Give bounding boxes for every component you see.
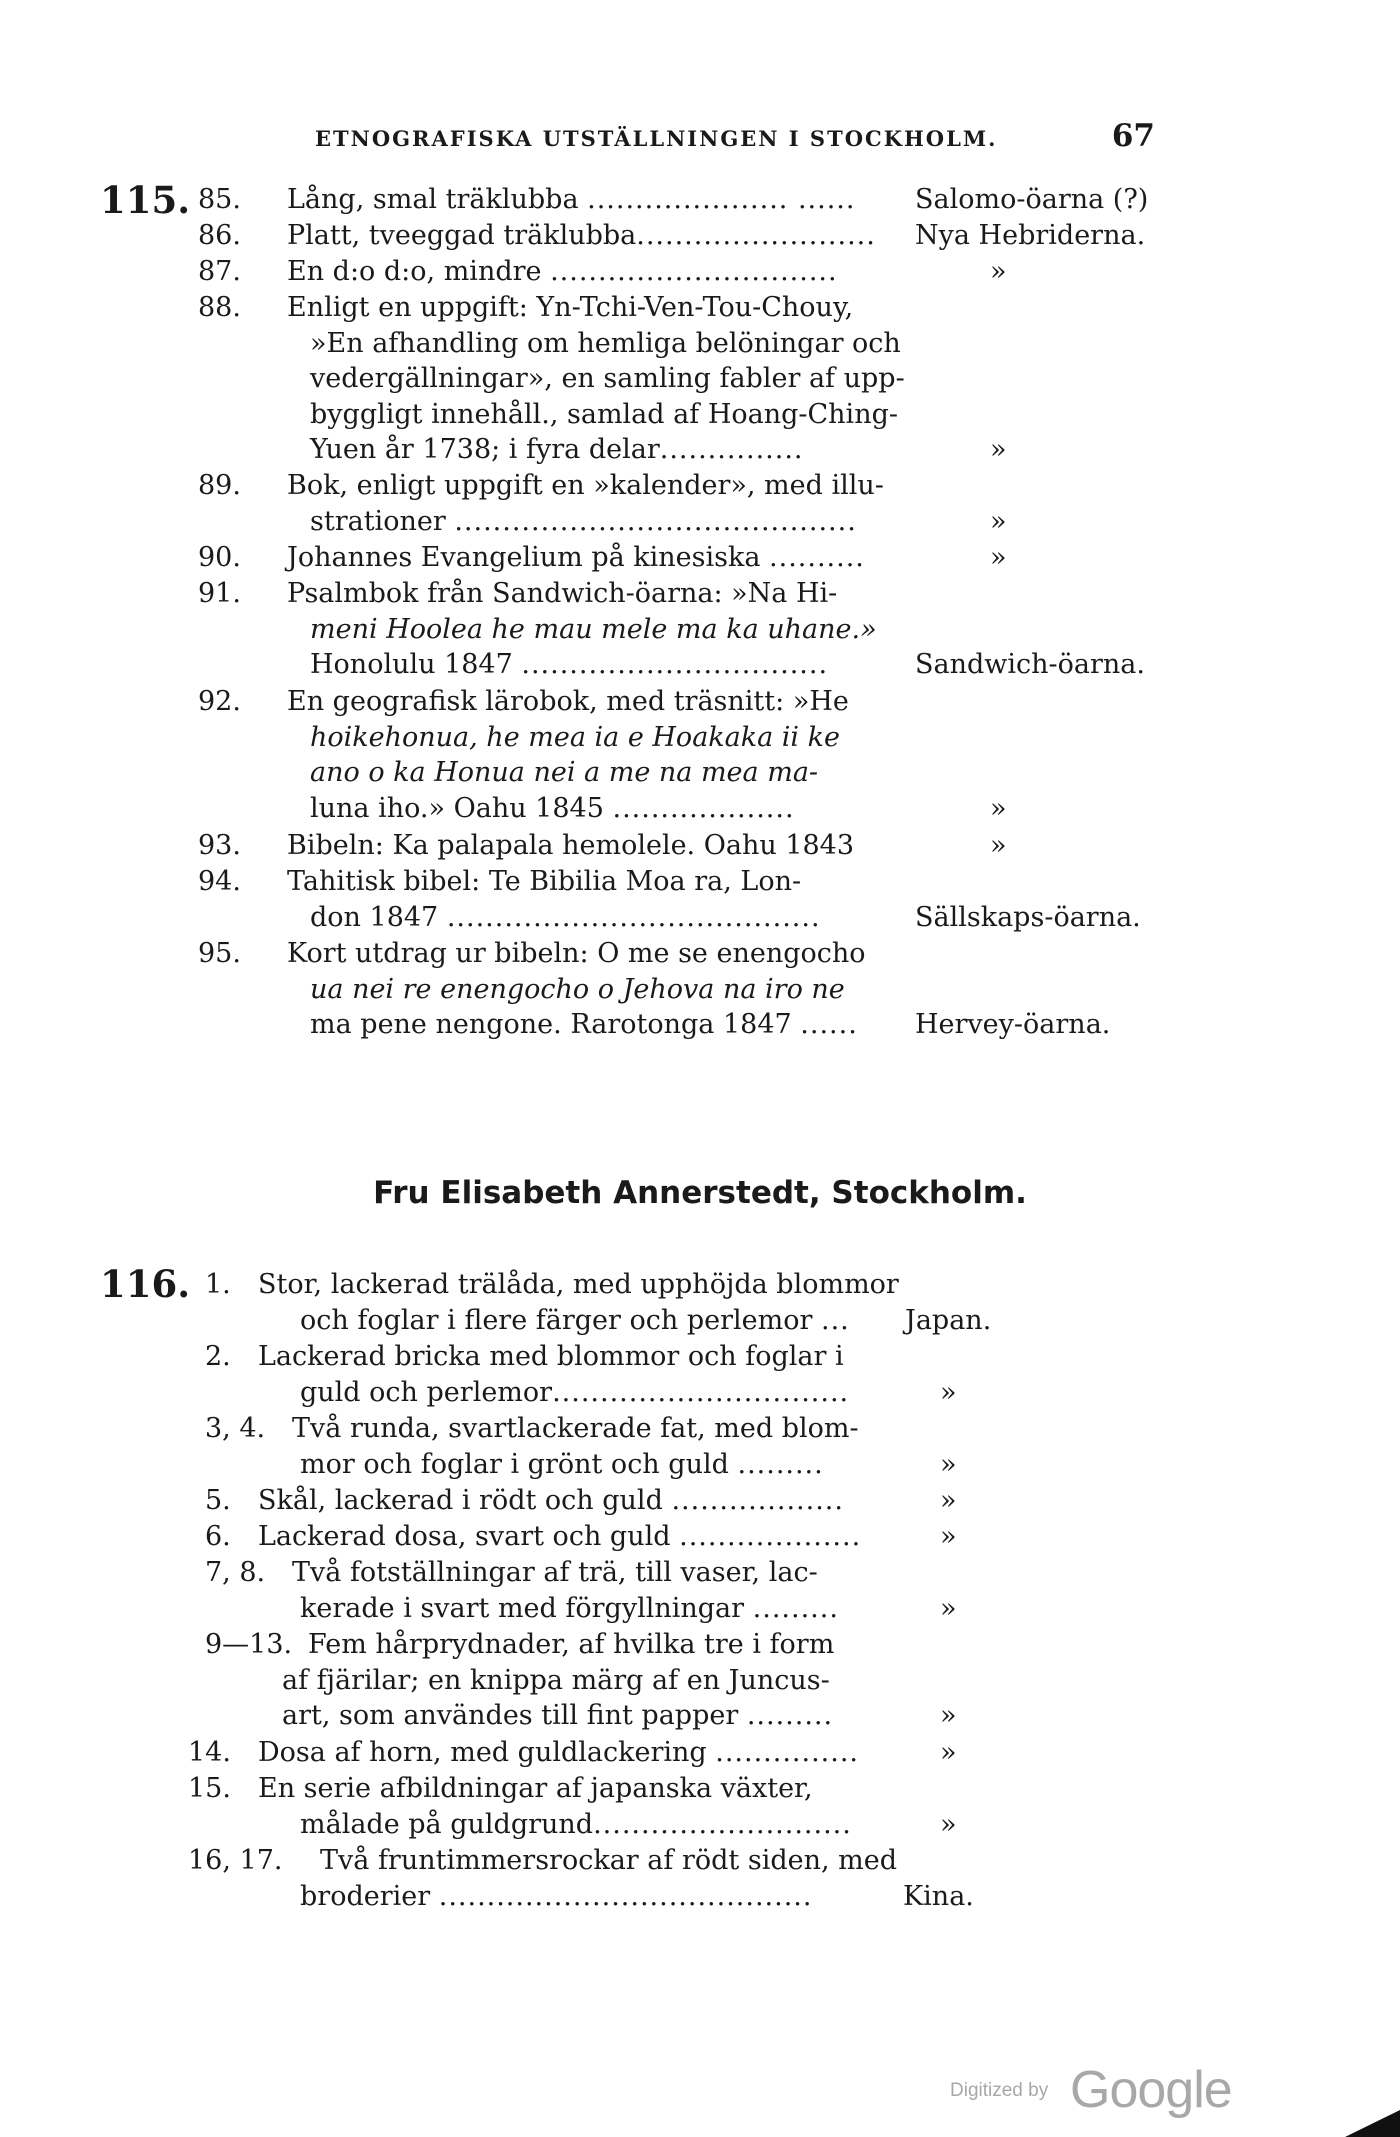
leader-dots: .................. <box>671 1485 844 1516</box>
entry-text: hoikehonua, he mea ia e Hoakaka ii ke <box>310 721 840 753</box>
entry-number: 1. <box>205 1269 231 1300</box>
entry-number: 92. <box>198 686 241 717</box>
list-item <box>0 936 1400 1043</box>
entry-origin: » <box>990 256 1007 287</box>
leader-dots: ............... <box>659 434 804 465</box>
list-item <box>0 1267 1400 1338</box>
list-item <box>0 1519 1400 1555</box>
leader-dots: ............... <box>715 1737 860 1768</box>
entry-number: 87. <box>198 256 241 287</box>
entry-text: broderier <box>300 1880 431 1912</box>
list-item <box>0 468 1400 539</box>
entry-text: strationer <box>310 505 446 537</box>
entry-origin: » <box>940 1376 957 1408</box>
entry-text: Skål, lackerad i rödt och guld <box>258 1485 663 1516</box>
list-item <box>0 218 1400 254</box>
entry-text: Bibeln: Ka palapala hemolele. Oahu 1843 <box>287 830 855 861</box>
leader-dots: .............................. <box>550 256 838 287</box>
entry-origin: Nya Hebriderna. <box>915 220 1146 251</box>
entry-text: Lackerad dosa, svart och guld <box>258 1521 671 1552</box>
entry-number: 85. <box>198 184 241 215</box>
entry-number: 3, 4. <box>205 1413 266 1444</box>
entry-origin: » <box>940 1592 957 1624</box>
leader-dots: ................... <box>679 1521 862 1552</box>
entry-text: Psalmbok från Sandwich-öarna: »Na Hi- <box>287 578 838 609</box>
list-item <box>0 540 1400 576</box>
entry-text: »En afhandling om hemliga belöningar och <box>310 327 901 359</box>
entry-text: Två fruntimmersrockar af rödt siden, med <box>320 1845 898 1876</box>
entry-origin: Sällskaps-öarna. <box>915 901 1141 933</box>
list-item <box>0 1339 1400 1410</box>
entry-number: 9—13. <box>205 1629 293 1660</box>
entry-text: Dosa af horn, med guldlackering <box>258 1737 707 1768</box>
running-title: ETNOGRAFISKA UTSTÄLLNINGEN I STOCKHOLM. <box>315 126 998 151</box>
leader-dots: .......................................... <box>454 505 857 537</box>
entry-text: målade på guldgrund <box>300 1808 594 1840</box>
entry-text: Två runda, svartlackerade fat, med blom- <box>292 1413 859 1444</box>
entry-text: En serie afbildningar af japanska växter, <box>258 1773 813 1804</box>
leader-dots: ..................... ...... <box>587 184 856 215</box>
leader-dots: ......... <box>752 1592 839 1624</box>
entry-text: En d:o d:o, mindre <box>287 256 542 287</box>
entry-number: 88. <box>198 292 241 323</box>
entry-origin: » <box>990 542 1007 573</box>
entry-text: Kort utdrag ur bibeln: O me se enengocho <box>287 938 866 969</box>
entry-text: ma pene nengone. Rarotonga 1847 <box>310 1009 792 1040</box>
group-number-115: 115. <box>100 178 191 222</box>
list-item <box>0 828 1400 864</box>
entry-origin: » <box>940 1700 957 1731</box>
leader-dots: .......... <box>769 542 865 573</box>
entry-origin: Japan. <box>905 1304 992 1336</box>
section-heading: Fru Elisabeth Annerstedt, Stockholm. <box>373 1175 1027 1211</box>
entry-number: 14. <box>188 1737 231 1768</box>
leader-dots: ... <box>821 1304 850 1336</box>
entry-text: Bok, enligt uppgift en »kalender», med illu- <box>287 470 884 501</box>
entry-number: 94. <box>198 866 241 897</box>
entry-number: 2. <box>205 1341 231 1372</box>
entry-text: Lackerad bricka med blommor och foglar i <box>258 1341 844 1372</box>
list-item <box>0 1627 1400 1734</box>
entry-text: Johannes Evangelium på kinesiska <box>287 542 761 573</box>
entry-origin: » <box>990 434 1007 465</box>
list-item <box>0 864 1400 935</box>
entry-number: 90. <box>198 542 241 573</box>
entry-number: 16, 17. <box>188 1845 283 1876</box>
digitized-watermark <box>950 2060 1250 2119</box>
entry-text: Fem hårprydnader, af hvilka tre i form <box>308 1629 835 1660</box>
entry-text: art, som användes till fint papper <box>282 1700 739 1731</box>
leader-dots: ......... <box>746 1700 834 1731</box>
entry-text: af fjärilar; en knippa märg af en Juncus- <box>282 1664 830 1696</box>
entry-text: Tahitisk bibel: Te Bibilia Moa ra, Lon- <box>287 866 802 897</box>
entry-origin: » <box>990 830 1007 861</box>
entry-origin: Kina. <box>903 1880 974 1912</box>
entry-text: Två fotställningar af trä, till vaser, lac- <box>292 1557 818 1588</box>
entry-text: En geografisk lärobok, med träsnitt: »He <box>287 686 849 717</box>
entry-text: ano o ka Honua nei a me na mea ma- <box>310 757 819 788</box>
entry-text: guld och perlemor <box>300 1376 553 1408</box>
entry-origin: Hervey-öarna. <box>915 1009 1111 1040</box>
list-item <box>0 576 1400 683</box>
entry-origin: » <box>940 1808 957 1840</box>
leader-dots: ...... <box>800 1009 858 1040</box>
entry-origin: Sandwich-öarna. <box>915 649 1145 680</box>
entry-text: och foglar i flere färger och perlemor <box>300 1304 813 1336</box>
entry-text: ua nei re enengocho o Jehova na iro ne <box>310 973 845 1005</box>
entry-origin: » <box>940 1485 957 1516</box>
entry-text: luna iho.» Oahu 1845 <box>310 792 604 824</box>
list-item <box>0 1735 1400 1771</box>
entry-number: 5. <box>205 1485 231 1516</box>
entry-number: 95. <box>198 938 241 969</box>
entry-text: Stor, lackerad trälåda, med upphöjda blommor <box>258 1269 899 1300</box>
entry-origin: Salomo-öarna (?) <box>915 184 1149 215</box>
list-item <box>0 1411 1400 1482</box>
list-item <box>0 1771 1400 1842</box>
group-number-116: 116. <box>100 1262 191 1306</box>
leader-dots: ......................... <box>636 220 876 251</box>
leader-dots: ......... <box>737 1448 824 1480</box>
entry-number: 15. <box>188 1773 231 1804</box>
entry-text: kerade i svart med förgyllningar <box>300 1592 745 1624</box>
scan-corner-mark <box>1345 2110 1400 2137</box>
leader-dots: ............................... <box>552 1376 850 1408</box>
entry-number: 89. <box>198 470 241 501</box>
list-item <box>0 254 1400 290</box>
entry-number: 86. <box>198 220 241 251</box>
leader-dots: ................... <box>612 792 795 824</box>
entry-number: 6. <box>205 1521 231 1552</box>
entry-text: Lång, smal träklubba <box>287 184 579 215</box>
list-item <box>0 182 1400 218</box>
entry-text: mor och foglar i grönt och guld <box>300 1448 729 1480</box>
page-number: 67 <box>1111 118 1155 154</box>
entry-origin: » <box>940 1448 957 1480</box>
list-item <box>0 1555 1400 1626</box>
digitized-by-text: Digitized by <box>950 2080 1049 2101</box>
entry-origin: » <box>990 505 1007 537</box>
entry-number: 93. <box>198 830 241 861</box>
entry-text: Yuen år 1738; i fyra delar <box>310 434 660 465</box>
leader-dots: ................................ <box>521 649 829 680</box>
google-logo: Google <box>1070 2061 1232 2119</box>
list-item <box>0 1483 1400 1519</box>
entry-number: 7, 8. <box>205 1557 266 1588</box>
entry-text: Honolulu 1847 <box>310 649 513 680</box>
entry-number: 91. <box>198 578 241 609</box>
entry-text: meni Hoolea he mau mele ma ka uhane.» <box>310 613 877 645</box>
list-item <box>0 684 1400 826</box>
entry-text: don 1847 <box>310 901 439 933</box>
list-item <box>0 290 1400 468</box>
list-item <box>0 1843 1400 1914</box>
entry-origin: » <box>940 1737 957 1768</box>
entry-text: byggligt innehåll., samlad af Hoang-Ching- <box>310 398 898 430</box>
entry-origin: » <box>990 792 1007 824</box>
leader-dots: ....................................... <box>446 901 821 933</box>
entry-text: vedergällningar», en samling fabler af upp- <box>310 363 905 394</box>
entry-text: Enligt en uppgift: Yn-Tchi-Ven-Tou-Chouy, <box>287 292 854 323</box>
running-header <box>315 118 1155 158</box>
entry-origin: » <box>940 1521 957 1552</box>
leader-dots: ........................... <box>593 1808 852 1840</box>
leader-dots: ....................................... <box>438 1880 813 1912</box>
entry-text: Platt, tveeggad träklubba <box>287 220 637 251</box>
